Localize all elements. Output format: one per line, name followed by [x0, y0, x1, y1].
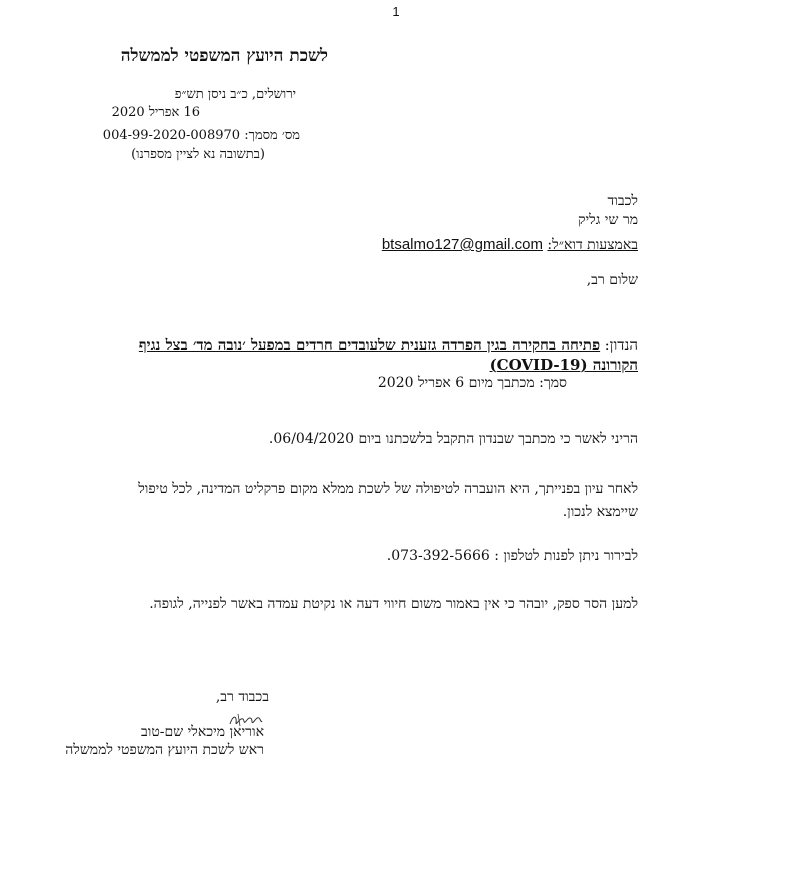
reference-line: סמך: מכתבך מיום 6 אפריל 2020 — [377, 375, 567, 391]
recipient-email-line — [382, 236, 638, 254]
subject-lead: הנדון: — [604, 336, 638, 354]
office-title: לשכת היועץ המשפטי לממשלה — [120, 46, 328, 66]
reference-note: (בתשובה נא לציין מספרנו) — [131, 147, 265, 162]
signer-title: ראש לשכת היועץ המשפטי לממשלה — [65, 742, 264, 758]
date-hebrew: ירושלים, כ״ב ניסן תש״פ — [174, 87, 296, 102]
reference-label: מס׳ מסמך: — [244, 128, 300, 143]
signer-name: אוריאן מיכאלי שם-טוב — [141, 724, 264, 740]
subject-text: פתיחה בחקירה בגין הפרדה גזענית שלעובדים חרדים במפעל ׳נובה מד׳ בצל נגיף הקורונה (COVID-19) — [138, 336, 638, 374]
email-label: באמצעות דוא״ל: — [547, 237, 638, 253]
page-number: 1 — [392, 4, 400, 19]
paragraph-forwarded: לאחר עיון בפנייתך, היא הועברה לטיפולה של לשכת ממלא מקום פרקליט המדינה, לכל טיפול שיימצא לנכון. — [138, 481, 638, 520]
paragraph-phone: לבירור ניתן לפנות לטלפון : 073-392-5666. — [386, 548, 638, 564]
recipient-to-label: לכבוד — [607, 193, 638, 209]
date-gregorian: 16 אפריל 2020 — [111, 105, 200, 120]
paragraph-receipt: הריני לאשר כי מכתבך שבנדון התקבל בלשכתנו ביום 06/04/2020. — [268, 431, 638, 447]
greeting: שלום רב, — [586, 272, 638, 288]
reference-number: 004-99-2020-008970 — [102, 128, 241, 143]
recipient-name: מר שי גליק — [578, 212, 638, 228]
closing: בכבוד רב, — [215, 689, 269, 705]
subject-block — [138, 336, 638, 376]
reference-number-line — [103, 127, 300, 143]
paragraph-disclaimer: למען הסר ספק, יובהר כי אין באמור משום חיווי דעה או נקיטת עמדה באשר לפנייה, לגופה. — [149, 596, 638, 612]
email-link[interactable]: btsalmo127@gmail.com — [381, 236, 543, 253]
